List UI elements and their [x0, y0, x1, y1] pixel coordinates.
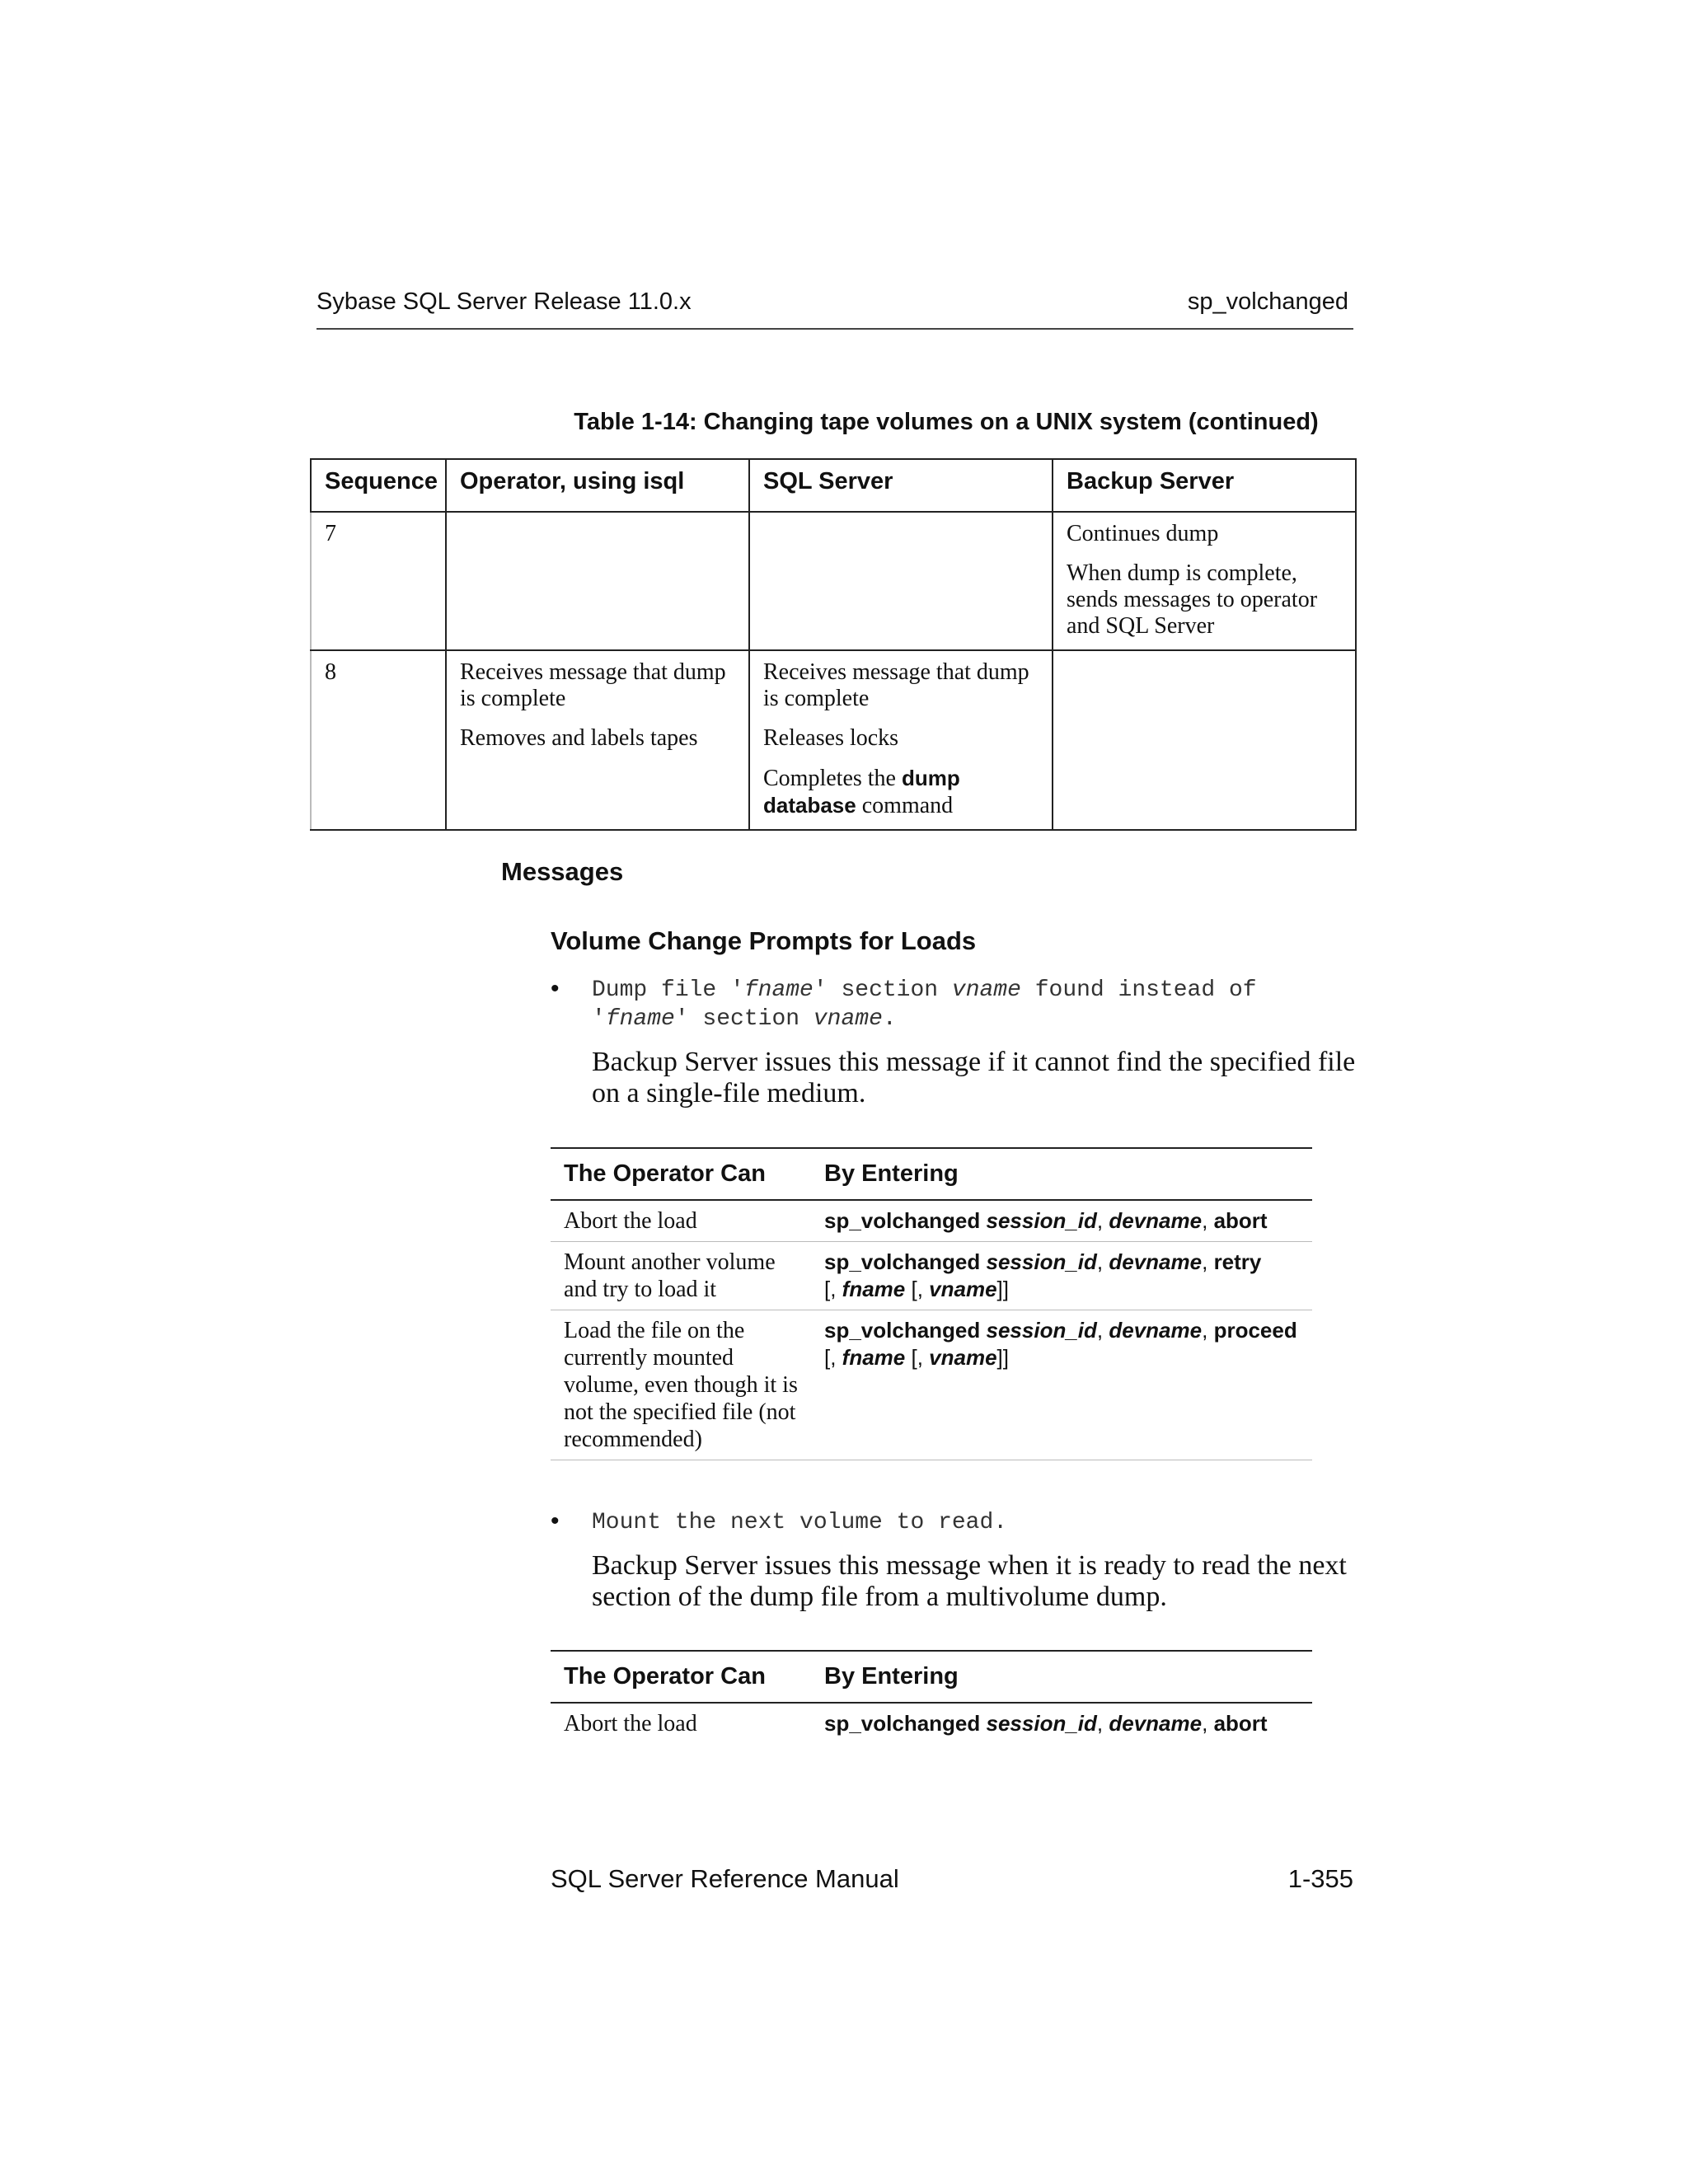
operator-cell	[446, 512, 749, 650]
code-text: '	[592, 1006, 606, 1032]
col-header-operator: Operator, using isql	[446, 459, 749, 512]
message-description: Backup Server issues this message when it is ready to read the next section of the dump file from a multivolume dump.	[592, 1550, 1347, 1612]
bullet-icon: •	[551, 975, 560, 1002]
command-sep: ,	[1202, 1711, 1214, 1736]
table-row	[311, 650, 1356, 830]
cell-text: Removes and labels tapes	[460, 725, 698, 751]
command-arg: session_id	[986, 1249, 1097, 1274]
tape-volume-table	[310, 458, 1357, 831]
col-header-by-entering: By Entering	[811, 1651, 1312, 1703]
command-keyword: abort	[1213, 1711, 1268, 1736]
command-arg: devname	[1109, 1208, 1203, 1233]
command-name: sp_volchanged	[824, 1208, 981, 1233]
command-sep: ,	[1096, 1249, 1109, 1274]
sql-server-cell	[749, 650, 1053, 830]
command-cell	[811, 1703, 1312, 1744]
code-variable: vname	[951, 977, 1021, 1003]
cell-text: Receives message that dump is complete	[763, 659, 1029, 711]
action-cell: Abort the load	[564, 1711, 697, 1736]
message-code	[551, 976, 1358, 1033]
sequence-cell: 8	[311, 650, 446, 830]
command-name: sp_volchanged	[824, 1249, 981, 1274]
command-sep: ,	[1202, 1318, 1214, 1343]
command-keyword: proceed	[1213, 1318, 1297, 1343]
command-keyword: retry	[1213, 1249, 1262, 1274]
table-row	[311, 512, 1356, 650]
action-cell: Load the file on the currently mounted volume, even though it is not the specified file (not recommended)	[551, 1310, 811, 1460]
col-header-by-entering: By Entering	[811, 1148, 1312, 1200]
col-header-backup-server: Backup Server	[1053, 459, 1356, 512]
operator-cell	[446, 650, 749, 830]
sql-server-cell	[749, 512, 1053, 650]
command-sep: [,	[824, 1277, 842, 1301]
cell-text: Receives message that dump is complete	[460, 659, 726, 711]
col-header-operator-can: The Operator Can	[551, 1651, 811, 1703]
running-header	[316, 288, 1353, 330]
table-caption: Table 1-14: Changing tape volumes on a UNIX system (continued)	[574, 409, 1319, 435]
table-row	[551, 1242, 1312, 1310]
command-name: sp_volchanged	[824, 1711, 981, 1736]
section-heading-messages: Messages	[501, 857, 624, 886]
cell-text: Releases locks	[763, 725, 899, 751]
command-name: sp_volchanged	[824, 1318, 981, 1343]
command-arg: vname	[929, 1277, 997, 1301]
command-sep: ,	[1096, 1208, 1109, 1233]
code-text: found instead of	[1020, 977, 1257, 1003]
table-header-row	[551, 1651, 1312, 1703]
command-sep: ,	[1202, 1249, 1214, 1274]
command-sep: ,	[1202, 1208, 1214, 1233]
subheading-volume-change: Volume Change Prompts for Loads	[551, 926, 977, 955]
code-text: Mount the next volume to read.	[592, 1510, 1008, 1535]
command-arg: devname	[1109, 1318, 1203, 1343]
table-row	[551, 1703, 1312, 1744]
command-arg: fname	[842, 1345, 906, 1370]
command-name: dump database	[763, 766, 960, 818]
table-row	[551, 1310, 1312, 1460]
table-header-row	[311, 459, 1356, 512]
command-sep: ]]	[996, 1345, 1009, 1370]
backup-server-cell	[1053, 512, 1356, 650]
command-sep: [,	[824, 1345, 842, 1370]
command-arg: session_id	[986, 1318, 1097, 1343]
code-text: .	[882, 1006, 897, 1032]
code-text: ' section	[813, 977, 952, 1003]
command-sep: ,	[1096, 1318, 1109, 1343]
command-arg: vname	[929, 1345, 997, 1370]
cell-text: When dump is complete, sends messages to operator and SQL Server	[1067, 560, 1318, 639]
table-header-row	[551, 1148, 1312, 1200]
command-arg: session_id	[986, 1208, 1097, 1233]
header-section: sp_volchanged	[1187, 288, 1348, 315]
command-arg: session_id	[986, 1711, 1097, 1736]
code-variable: fname	[743, 977, 814, 1003]
command-arg: devname	[1109, 1711, 1203, 1736]
code-variable: fname	[605, 1006, 675, 1032]
col-header-sequence: Sequence	[311, 459, 446, 512]
cell-text	[763, 765, 1039, 819]
col-header-sql-server: SQL Server	[749, 459, 1053, 512]
code-text: ' section	[674, 1006, 814, 1032]
code-text: Dump file '	[592, 977, 744, 1003]
code-variable: vname	[813, 1006, 883, 1032]
sequence-cell: 7	[311, 512, 446, 650]
message-code	[551, 1508, 1358, 1537]
backup-server-cell	[1053, 650, 1356, 830]
footer-page-number: 1-355	[1287, 1864, 1353, 1893]
cell-text-suffix: command	[856, 793, 954, 818]
footer-manual-title: SQL Server Reference Manual	[551, 1864, 899, 1893]
command-sep: [,	[905, 1345, 930, 1370]
command-keyword: abort	[1213, 1208, 1268, 1233]
bullet-item	[551, 1508, 1358, 1613]
bullet-item	[551, 976, 1358, 1109]
cell-text-prefix: Completes the	[763, 766, 902, 791]
cell-text: Continues dump	[1067, 521, 1219, 546]
operator-options-table	[551, 1650, 1312, 1744]
header-product: Sybase SQL Server Release 11.0.x	[316, 288, 692, 315]
bullet-icon: •	[551, 1507, 560, 1535]
action-cell: Mount another volume and try to load it	[551, 1242, 811, 1310]
command-sep: [,	[905, 1277, 930, 1301]
command-cell	[811, 1242, 1312, 1310]
col-header-operator-can: The Operator Can	[551, 1148, 811, 1200]
command-cell	[811, 1310, 1312, 1460]
command-cell	[811, 1200, 1312, 1242]
operator-options-table	[551, 1147, 1312, 1460]
command-arg: devname	[1109, 1249, 1203, 1274]
command-sep: ,	[1096, 1711, 1109, 1736]
message-description: Backup Server issues this message if it cannot find the specified file on a single-file medium.	[592, 1047, 1356, 1108]
action-cell: Abort the load	[551, 1200, 811, 1242]
command-sep: ]]	[996, 1277, 1009, 1301]
table-row	[551, 1200, 1312, 1242]
command-arg: fname	[842, 1277, 906, 1301]
